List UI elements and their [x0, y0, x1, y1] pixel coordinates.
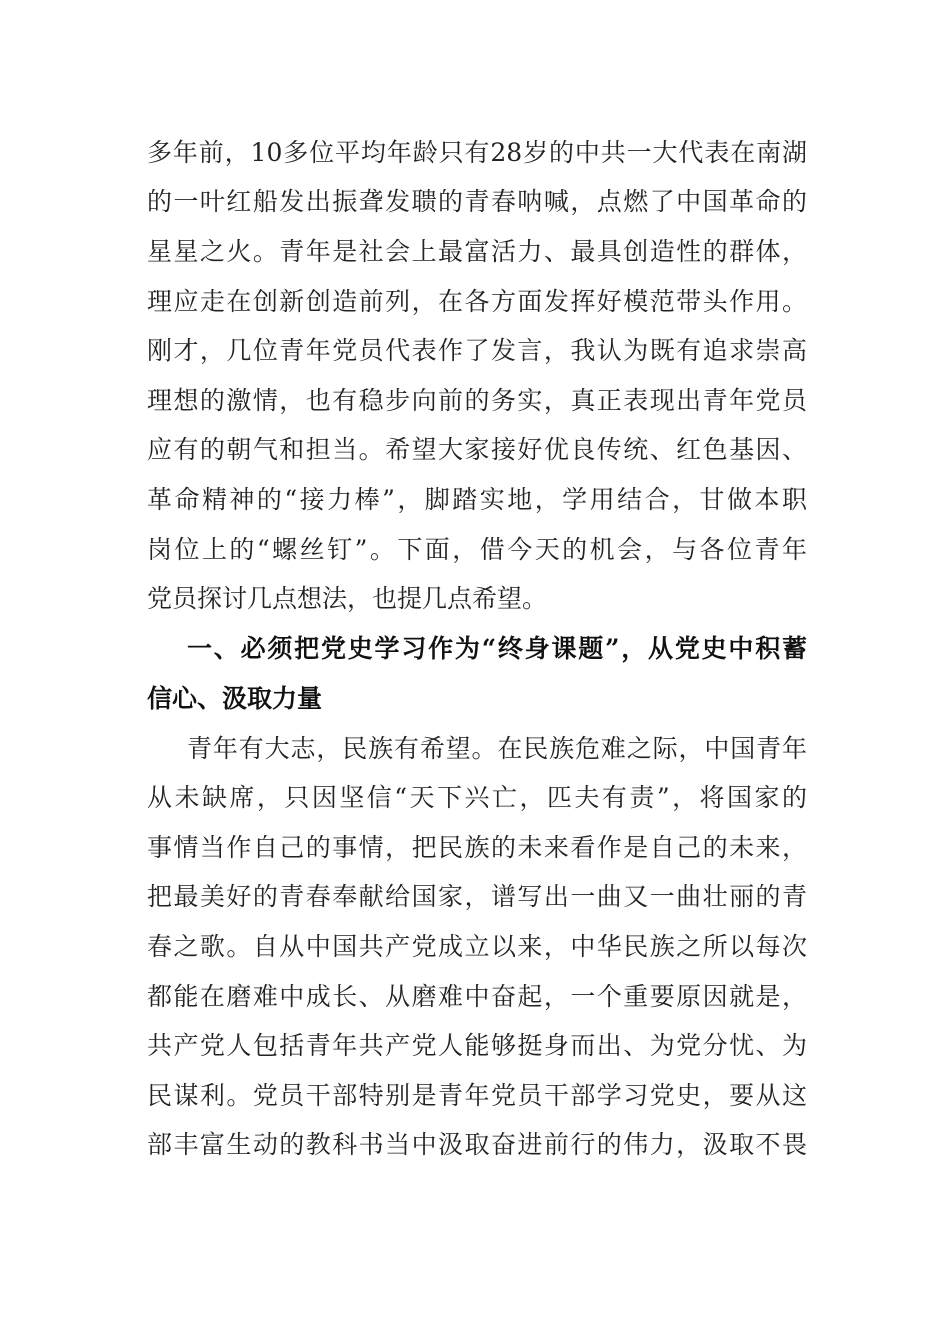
text-line: 多年前，10多位平均年龄只有28岁的中共一大代表在南湖	[147, 138, 807, 167]
text-line: 理想的激情，也有稳步向前的务实，真正表现出青年党员	[147, 386, 807, 415]
text-line: 部丰富生动的教科书当中汲取奋进前行的伟力，汲取不畏	[147, 1130, 807, 1159]
text-line: 岗位上的“螺丝钉”。下面，借今天的机会，与各位青年	[147, 535, 807, 564]
text-line: 应有的朝气和担当。希望大家接好优良传统、红色基因、	[147, 435, 807, 464]
text-line: 青年有大志，民族有希望。在民族危难之际，中国青年	[187, 734, 807, 763]
heading-line: 信心、汲取力量	[147, 684, 323, 713]
text-line: 民谋利。党员干部特别是青年党员干部学习党史，要从这	[147, 1081, 807, 1110]
text-line: 从未缺席，只因坚信“天下兴亡，匹夫有责”，将国家的	[147, 783, 807, 812]
heading-line: 一、必须把党史学习作为“终身课题”，从党史中积蓄	[187, 634, 807, 663]
text-line: 春之歌。自从中国共产党成立以来，中华民族之所以每次	[147, 932, 807, 961]
text-line: 把最美好的青春奉献给国家，谱写出一曲又一曲壮丽的青	[147, 882, 807, 911]
text-line: 的一叶红船发出振聋发聩的青春呐喊，点燃了中国革命的	[147, 187, 807, 216]
text-line: 革命精神的“接力棒”，脚踏实地，学用结合，甘做本职	[147, 485, 807, 514]
text-line: 事情当作自己的事情，把民族的未来看作是自己的未来，	[147, 833, 807, 862]
text-line: 共产党人包括青年共产党人能够挺身而出、为党分忧、为	[147, 1031, 807, 1060]
text-line: 刚才，几位青年党员代表作了发言，我认为既有追求崇高	[147, 336, 807, 365]
text-line: 党员探讨几点想法，也提几点希望。	[147, 584, 548, 613]
text-line: 都能在磨难中成长、从磨难中奋起，一个重要原因就是，	[147, 982, 807, 1011]
text-line: 理应走在创新创造前列，在各方面发挥好模范带头作用。	[147, 287, 807, 316]
text-line: 星星之火。青年是社会上最富活力、最具创造性的群体，	[147, 237, 807, 266]
